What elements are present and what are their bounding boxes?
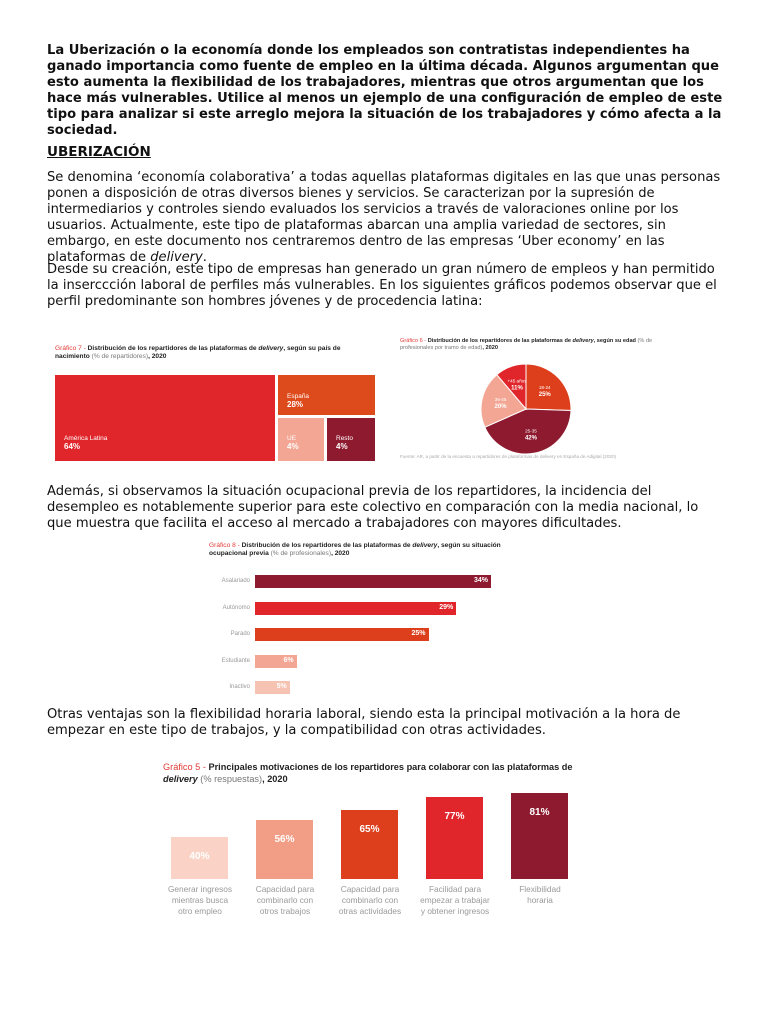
vbar-value: 77% bbox=[444, 811, 465, 823]
pie-label-18-24: 18-24 bbox=[538, 384, 551, 390]
vbar-value: 56% bbox=[274, 833, 295, 845]
paragraph-intro-end: . bbox=[202, 250, 207, 265]
vbar-label bbox=[247, 884, 323, 917]
chart-birthplace-title-text: Distribución de los repartidores de las plataformas de delivery, según su país de nacimiento bbox=[55, 345, 341, 360]
vbar-label-line: mientras busca bbox=[171, 895, 229, 905]
chart-motivations-title-text: Principales motivaciones de los repartidores para colaborar con las plataformas de delivery bbox=[163, 762, 573, 784]
section-heading: UBERIZACIÓN bbox=[47, 144, 151, 160]
hbar bbox=[255, 628, 429, 641]
treemap-value-spain: 28% bbox=[287, 400, 304, 409]
question-text: La Uberización o la economía donde los empleados son contratistas independientes ha ganado importancia como fuente de empleo en la última década. Algunos argumentan que esto aumenta la flexibilidad de los trabajadores, mientras que otros argumentan que los hace más vulnerables. Utilice al menos un ejemplo de una configuración de empleo de este tipo para analizar si este arreglo mejora la situación de los trabajadores y cómo afecta a la sociedad. bbox=[47, 43, 723, 138]
chart-occupation-title-unit: (% de profesionales) bbox=[270, 550, 332, 557]
chart-motivations bbox=[160, 758, 580, 923]
vbar bbox=[341, 810, 398, 879]
hbar-value: 34% bbox=[473, 577, 488, 584]
hbar bbox=[255, 655, 297, 668]
chart-occupation bbox=[205, 542, 505, 700]
chart-motivations-bars bbox=[160, 758, 580, 923]
pie-label-36-45: 36-45 bbox=[494, 397, 507, 403]
pie-value-25-35: 42% bbox=[524, 435, 537, 442]
hbar-value: 5% bbox=[276, 683, 287, 690]
hbar-label: Inactivo bbox=[229, 684, 250, 690]
treemap-cell-rest bbox=[327, 418, 375, 461]
treemap-value-rest: 4% bbox=[336, 442, 348, 451]
hbar-label: Estudiante bbox=[221, 657, 250, 664]
hbar bbox=[255, 681, 290, 694]
vbar-label bbox=[417, 884, 493, 917]
chart-age-title bbox=[400, 338, 658, 352]
chart-age-source: Fuente: AR, a partir de la encuesta a repartidores de plataformas de delivery en España de Adigital (2020) bbox=[400, 454, 617, 459]
vbar bbox=[426, 797, 483, 879]
vbar-label-line: Facilidad para bbox=[428, 884, 482, 894]
chart-birthplace-title-unit: (% de repartidores) bbox=[91, 353, 149, 360]
paragraph-intro-text: Se denomina ‘economía colaborativa’ a todas aquellas plataformas digitales en las que unas personas ponen a disposición de otras diversos bienes y servicios. Se caracterizan por la supresión de intermediarios y controles siendo evaluados los servicios a través de valoraciones online por los usuarios. Actualmente, este tipo de plataformas abarcan una amplia variedad de sectores, sin embargo, en este documento nos centraremos dentro de las empresas ‘Uber economy’ en las plataformas de bbox=[47, 170, 721, 265]
vbar bbox=[256, 820, 313, 879]
hbar bbox=[255, 575, 491, 588]
treemap-value-eu: 4% bbox=[287, 442, 299, 451]
vbar-label-line: combinarlo con bbox=[256, 895, 314, 905]
chart-motivations-title-year: , 2020 bbox=[262, 774, 288, 784]
chart-occupation-title-prefix: Gráfico 8 - bbox=[209, 542, 240, 549]
vbar-label-line: horaria bbox=[527, 895, 553, 905]
treemap-cell-spain bbox=[278, 375, 375, 415]
chart-motivations-title-unit: (% respuestas) bbox=[200, 774, 263, 784]
chart-age bbox=[400, 338, 660, 464]
paragraph-intro bbox=[47, 170, 727, 266]
vbar-label-line: otras actividades bbox=[338, 906, 402, 916]
treemap-label-spain: España bbox=[287, 393, 310, 400]
hbar-value: 6% bbox=[283, 656, 294, 664]
vbar-label-line: y obtener ingresos bbox=[420, 906, 490, 916]
pie-label-25-35: 25-35 bbox=[525, 428, 537, 434]
treemap-cell-eu bbox=[278, 418, 324, 461]
chart-age-title-year: , 2020 bbox=[482, 345, 498, 351]
pie-chart bbox=[478, 362, 574, 456]
vbar-label-line: Capacidad para bbox=[255, 884, 315, 894]
pie-label-45-a-os: +45 años bbox=[507, 378, 527, 384]
vbar-value: 65% bbox=[359, 823, 380, 835]
hbar-label: Parado bbox=[230, 631, 250, 637]
chart-age-title-text: Distribución de los repartidores de las plataformas de delivery, según su edad bbox=[427, 338, 636, 344]
vbar-value: 40% bbox=[189, 850, 210, 862]
vbar-label-line: Capacidad para bbox=[340, 884, 400, 894]
chart-age-title-unit: (% de profesionales por tramo de edad) bbox=[400, 338, 653, 351]
chart-occupation-title bbox=[209, 542, 501, 558]
vbar-label-line: otro empleo bbox=[178, 906, 222, 916]
vbar-label-line: combinarlo con bbox=[341, 895, 399, 905]
vbar-label-line: otros trabajos bbox=[259, 906, 311, 916]
treemap-cell-latam bbox=[55, 375, 275, 461]
chart-birthplace-title-prefix: Gráfico 7 - bbox=[55, 345, 86, 352]
vbar-value: 81% bbox=[529, 807, 550, 818]
paragraph-creation: Desde su creación, este tipo de empresas han generado un gran número de empleos y han permitido la inserccción laboral de perfiles más vulnerables. En los siguientes gráficos podemos observar que el perfil predominante son hombres jóvenes y de procedencia latina: bbox=[47, 262, 717, 309]
chart-occupation-title-year: , 2020 bbox=[331, 550, 350, 557]
vbar-label bbox=[162, 884, 238, 917]
vbar-label-line: Generar ingresos bbox=[167, 884, 233, 894]
vbar-label-line: empezar a trabajar bbox=[420, 895, 490, 905]
treemap-value-latam: 64% bbox=[64, 442, 81, 451]
hbar-value: 25% bbox=[411, 630, 426, 637]
hbar-label: Autónomo bbox=[222, 604, 250, 611]
paragraph-occupation: Además, si observamos la situación ocupacional previa de los repartidores, la incidencia del desempleo es notablemente superior para este colectivo en comparación con la media nacional, lo que muestra que facilita el acceso al mercado a trabajadores con mayores dificultades. bbox=[47, 484, 699, 531]
pie-value-36-45: 20% bbox=[494, 404, 507, 411]
paragraph-advantages: Otras ventajas son la flexibilidad horaria laboral, siendo esta la principal motivación a la hora de empezar en este tipo de trabajos, y la compatibilidad con otras actividades. bbox=[47, 707, 681, 738]
hbar-value: 29% bbox=[439, 603, 454, 611]
chart-age-title-prefix: Gráfico 6 - bbox=[400, 338, 427, 344]
hbar bbox=[255, 602, 456, 615]
vbar-label-line: Flexibilidad bbox=[519, 884, 561, 894]
chart-birthplace-title bbox=[55, 345, 375, 361]
vbar-label bbox=[502, 884, 578, 906]
pie-value-45-a-os: 11% bbox=[511, 385, 523, 392]
treemap-label-latam: América Latina bbox=[64, 435, 108, 442]
hbar-label: Asalariado bbox=[221, 578, 250, 584]
chart-birthplace bbox=[53, 345, 377, 461]
vbar-label bbox=[332, 884, 408, 917]
paragraph-intro-italic: delivery bbox=[150, 250, 203, 265]
vbar bbox=[511, 793, 568, 879]
chart-birthplace-title-year: , 2020 bbox=[148, 353, 167, 360]
treemap-label-eu: UE bbox=[287, 435, 297, 442]
treemap-label-rest: Resto bbox=[336, 435, 353, 442]
chart-occupation-title-text: Distribución de los repartidores de las plataformas de delivery, según su situación ocupacional previa bbox=[209, 542, 501, 557]
chart-motivations-title-prefix: Gráfico 5 - bbox=[163, 762, 206, 772]
pie-value-18-24: 25% bbox=[538, 391, 551, 398]
